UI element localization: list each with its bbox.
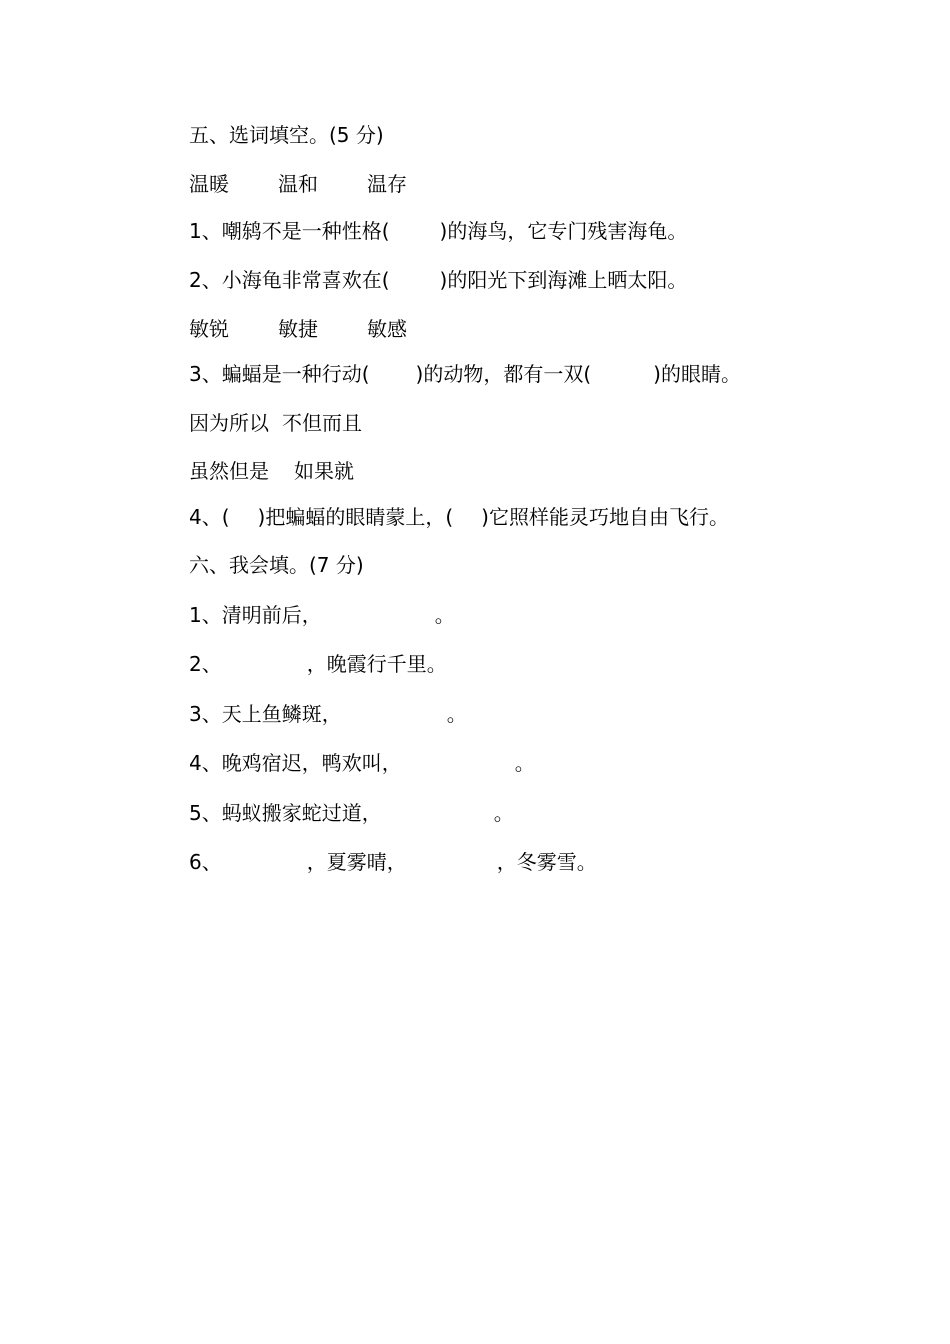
word-option: 温存 — [367, 172, 407, 196]
word-option: 因为所以 — [189, 411, 269, 435]
fill-item-5: 5、蚂蚁搬家蛇过道， 。 — [189, 801, 514, 825]
fill-item-2: 2、 ，晚霞行千里。 — [189, 652, 447, 676]
word-option: 敏感 — [367, 317, 407, 341]
question-3: 3、蝙蝠是一种行动( )的动物，都有一双( )的眼睛。 — [189, 362, 741, 386]
question-2: 2、小海龟非常喜欢在( )的阳光下到海滩上晒太阳。 — [189, 268, 688, 292]
word-group-2 — [189, 315, 407, 343]
fill-item-6: 6、 ，夏雾晴， ，冬雾雪。 — [189, 850, 597, 874]
fill-item-4: 4、晚鸡宿迟，鸭欢叫， 。 — [189, 751, 535, 775]
fill-item-1: 1、清明前后， 。 — [189, 603, 455, 627]
question-1: 1、嘲鸫不是一种性格( )的海鸟，它专门残害海龟。 — [189, 219, 688, 243]
word-option: 虽然但是 — [189, 459, 269, 483]
section6-title: 六、我会填。(7 分) — [189, 553, 364, 577]
question-4: 4、( )把蝙蝠的眼睛蒙上，( )它照样能灵巧地自由飞行。 — [189, 505, 729, 529]
word-option: 如果就 — [294, 459, 354, 483]
word-group-3a — [189, 409, 362, 437]
section5-title: 五、选词填空。(5 分) — [189, 123, 384, 147]
fill-item-3: 3、天上鱼鳞斑， 。 — [189, 702, 467, 726]
word-option: 敏捷 — [278, 317, 318, 341]
word-option: 敏锐 — [189, 317, 229, 341]
word-option: 不但而且 — [282, 411, 362, 435]
word-group-3b — [189, 457, 354, 485]
word-option: 温暖 — [189, 172, 229, 196]
word-option: 温和 — [278, 172, 318, 196]
word-group-1 — [189, 170, 407, 198]
